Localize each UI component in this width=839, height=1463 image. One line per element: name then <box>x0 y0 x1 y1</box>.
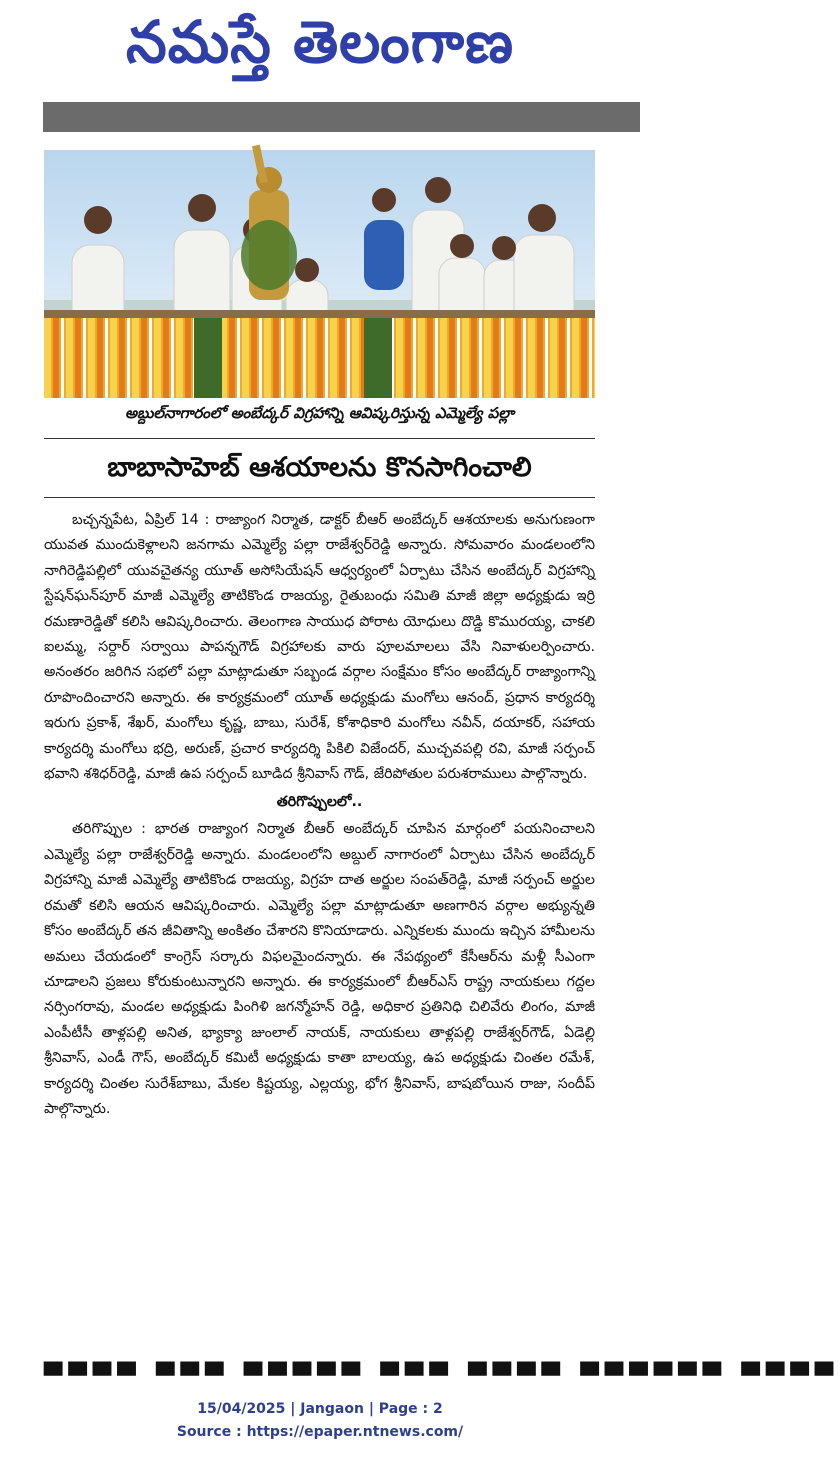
photo-caption: అబ్దుల్‌నాగారంలో అంబేద్కర్ విగ్రహాన్ని ఆవిష్కరిస్తున్న ఎమ్మెల్యే పల్లా <box>124 404 515 422</box>
header-divider-bar <box>43 102 640 132</box>
article-subhead: తరిగొప్పులలో.. <box>276 794 363 811</box>
masthead <box>0 0 640 100</box>
article-headline: బాబాసాహెబ్ ఆశయాలను కొనసాగించాలి <box>107 452 532 483</box>
truncated-next-headline: ▀▀▀▀ ▀▀▀ ▀▀▀▀▀ ▀▀▀ ▀▀▀▀ ▀▀▀▀▀▀ ▀▀▀▀ <box>44 1362 839 1390</box>
statue-unveiling-image <box>44 150 595 398</box>
article-body <box>44 508 595 1368</box>
source-link[interactable]: Source : https://epaper.ntnews.com/ <box>176 1424 464 1440</box>
edition-info: 15/04/2025 | Jangaon | Page : 2 <box>197 1401 443 1417</box>
article-paragraph: తరిగొప్పుల : భారత రాజ్యాంగ నిర్మాత బీఆర్ అంబేద్కర్ చూపిన మార్గంలో పయనించాలని ఎమ్మెల్యే పల్లా రాజేశ్వర్‌రెడ్డి అన్నారు. మండలంలోని అబ్దుల్ నాగారంలో ఏర్పాటు చేసిన అంబేద్కర్ విగ్రహాన్ని మాజీ ఎమ్మెల్యే తాటికొండ రాజయ్య, విగ్రహ దాత అర్జుల సంపత్‌రెడ్డి, మాజీ సర్పంచ్ అర్జుల రమతో కలిసి ఆయన ఆవిష్కరించారు. ఎమ్మెల్యే పల్లా మాట్లాడుతూ అణగారిన వర్గాల అభ్యున్నతి కోసం అంబేద్కర్ తన జీవితాన్ని అంకితం చేశారని కొనియాడారు. ఎన్నికలకు ముందు ఇచ్చిన హామీలను అమలు చేయడంలో కాంగ్రెస్ సర్కారు విఫలమైందన్నారు. ఈ నేపథ్యంలో కేసీఆర్‌ను మళ్లీ సీఎంగా చూడాలని ప్రజలు కోరుకుంటున్నారని అన్నారు. ఈ కార్యక్రమంలో బీఆర్‌ఎస్ రాష్ట్ర నాయకులు గద్దల నర్సింగరావు, మండల అధ్యక్షుడు పింగిళి జగన్మోహన్ రెడ్డి, అధికార ప్రతినిధి చిలివేరు లింగం, మాజీ ఎంపీటీసీ తాళ్లపల్లి అనిత, భ్యాక్యా జుంలాల్ నాయక్, నాయకులు తాళ్లపల్లి రాజేశ్వర్‌గౌడ్, ఏడెల్లి శ్రీనివాస్, ఎండీ గౌస్, అంబేద్కర్ కమిటీ అధ్యక్షుడు కాతా బాలయ్య, ఉప అధ్యక్షుడు చింతల రమేశ్, కార్యదర్శి చింతల సురేశ్‌బాబు, మేకల కిష్టయ్య, ఎల్లయ్య, భోగ శ్రీనివాస్, బాషబోయిన రాజు, సందీప్ పాల్గొన్నారు. <box>44 821 595 1117</box>
article-photo <box>44 150 595 398</box>
headline-box <box>44 438 595 498</box>
article-paragraph: బచ్చన్నపేట, ఏప్రిల్ 14 : రాజ్యాంగ నిర్మాత, డాక్టర్ బీఆర్ అంబేద్కర్ ఆశయాలకు అనుగుణంగా యువత ముందుకెళ్లాలని జనగామ ఎమ్మెల్యే పల్లా రాజేశ్వర్‌రెడ్డి అన్నారు. సోమవారం మండలంలోని నాగిరెడ్డిపల్లిలో యువచైతన్య యూత్ అసోసియేషన్ ఆధ్వర్యంలో ఏర్పాటు చేసిన అంబేద్కర్ విగ్రహాన్ని స్టేషన్‌ఘన్‌పూర్ మాజీ ఎమ్మెల్యే తాటికొండ రాజయ్య, రైతుబంధు సమితి మాజీ జిల్లా అధ్యక్షుడు ఇర్రి రమణారెడ్డితో కలిసి ఆవిష్కరించారు. తెలంగాణ సాయుధ పోరాట యోధులు దొడ్డి కొమురయ్య, చాకలి ఐలమ్మ, సర్దార్ సర్వాయి పాపన్నగౌడ్ విగ్రహాలకు వారు పూలమాలలు వేసి నివాళులర్పించారు. అనంతరం జరిగిన సభలో పల్లా మాట్లాడుతూ సబ్బండ వర్గాల సంక్షేమం కోసం అంబేద్కర్ రాజ్యాంగాన్ని రూపొందించారని అన్నారు. ఈ కార్యక్రమంలో యూత్ అధ్యక్షుడు మంగోలు ఆనంద్, ప్రధాన కార్యదర్శి ఇరుగు ప్రకాశ్, శేఖర్, మంగోలు కృష్ణ, బాబు, సురేశ్, కోశాధికారి మంగోలు నవీన్, దయాకర్, సహాయ కార్యదర్శి మంగోలు భద్రి, అరుణ్, ప్రచార కార్యదర్శి పికిలి విజేందర్, ముచ్చవపల్లి రవి, మాజీ సర్పంచ్ భవాని శశిధర్‌రెడ్డి, మాజీ ఉప సర్పంచ్ బూడిద శ్రీనివాస్ గౌడ్, జేరిపోతుల పరుశరాములు పాల్గొన్నారు. <box>44 512 595 783</box>
page-footer <box>0 1398 640 1448</box>
newspaper-logo: నమస్తే తెలంగాణ <box>126 8 514 76</box>
